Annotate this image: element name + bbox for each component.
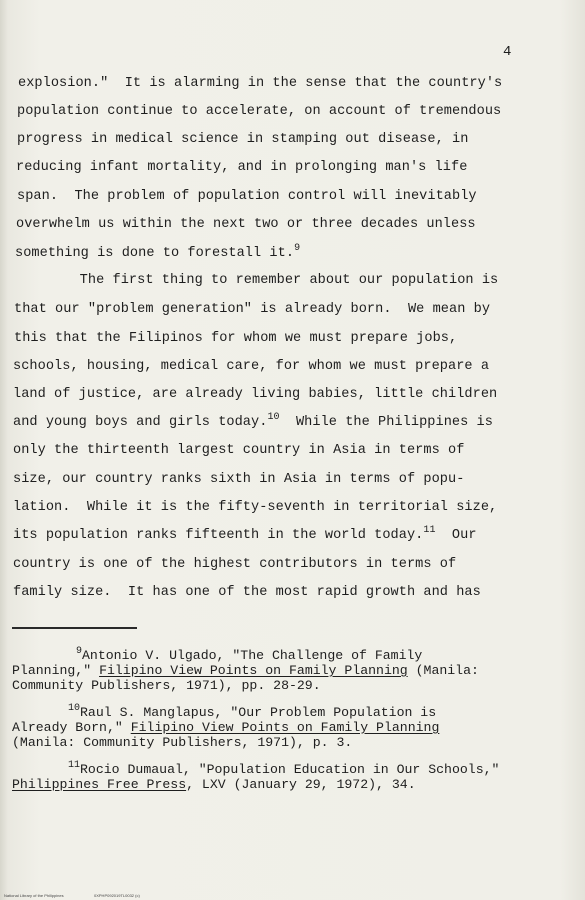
body-line: The first thing to remember about our population is — [14, 273, 499, 288]
page-number: 4 — [503, 44, 512, 60]
footnote-text: , LXV (January 29, 1972), 34. — [186, 777, 416, 792]
body-line-text — [280, 415, 296, 430]
body-line — [13, 525, 477, 544]
body-line: explosion." It is alarming in the sense that the country's — [18, 76, 503, 91]
footnote-9-line: Community Publishers, 1971), pp. 28-29. — [12, 678, 321, 693]
body-line: only the thirteenth largest country in Asia in terms of — [13, 443, 465, 458]
footnote-10-line — [12, 720, 439, 735]
footnote-title: Filipino View Points on Family Planning — [99, 663, 408, 678]
footnote-text: Raul S. Manglapus, "Our Problem Population is — [80, 705, 437, 720]
body-line-text: While the Philippines is — [295, 415, 493, 430]
body-line — [15, 243, 301, 262]
footnote-9-line — [12, 648, 422, 663]
body-line-text: its population ranks fifteenth in the world today. — [13, 528, 424, 543]
footnote-ref-11: 11 — [423, 525, 436, 536]
footnote-marker: 10 — [68, 703, 81, 714]
footnote-text: (Manila: — [407, 663, 479, 678]
footnote-text: Antonio V. Ulgado, "The Challenge of Family — [82, 648, 423, 663]
body-line: size, our country ranks sixth in Asia in terms of popu- — [13, 472, 465, 487]
body-line: schools, housing, medical care, for whom we must prepare a — [13, 359, 490, 374]
body-line: population continue to accelerate, on account of tremendous — [17, 104, 502, 119]
footnote-divider — [12, 627, 137, 629]
body-line-text: Our — [451, 528, 477, 543]
body-line: that our "problem generation" is already born. We mean by — [14, 302, 491, 317]
footnote-9-line — [12, 663, 479, 678]
body-line: reducing infant mortality, and in prolonging man's life — [16, 160, 468, 175]
footnote-10-line — [12, 705, 436, 720]
footnote-10-line: (Manila: Community Publishers, 1971), p. 3. — [12, 735, 353, 750]
body-line: span. The problem of population control will inevitably — [17, 189, 477, 204]
body-line: progress in medical science in stamping out disease, in — [17, 132, 469, 147]
footnote-marker: 11 — [68, 760, 81, 771]
body-line: family size. It has one of the most rapid growth and has — [13, 585, 481, 600]
library-footer: National Library of the Philippines — [4, 893, 64, 898]
body-line: land of justice, are already living babies, little children — [13, 387, 498, 402]
body-line: lation. While it is the fifty-seventh in territorial size, — [13, 500, 498, 515]
footnote-text: Planning," — [12, 663, 100, 678]
body-line: overwhelm us within the next two or three decades unless — [16, 217, 476, 232]
body-line-text: and young boys and girls today. — [13, 415, 268, 430]
footnote-marker: 9 — [76, 646, 83, 657]
library-code: 0XPHP092019TL0032 (c) — [94, 893, 140, 898]
body-line: country is one of the highest contributors in terms of — [13, 557, 457, 572]
footnote-ref-10: 10 — [267, 412, 280, 423]
footnote-11-line — [12, 777, 416, 792]
footnote-title: Filipino View Points on Family Planning — [130, 720, 440, 735]
footnote-11-line — [12, 762, 499, 777]
footnote-title: Philippines Free Press — [12, 777, 187, 792]
body-line-text — [436, 528, 452, 543]
body-line-text: something is done to forestall it. — [15, 246, 295, 261]
body-line: this that the Filipinos for whom we must prepare jobs, — [14, 331, 458, 346]
body-line — [13, 412, 493, 431]
footnote-text: Already Born," — [12, 720, 131, 735]
footnote-ref-9: 9 — [294, 243, 301, 254]
footnote-text: Rocio Dumaual, "Population Education in Our Schools," — [80, 762, 500, 777]
